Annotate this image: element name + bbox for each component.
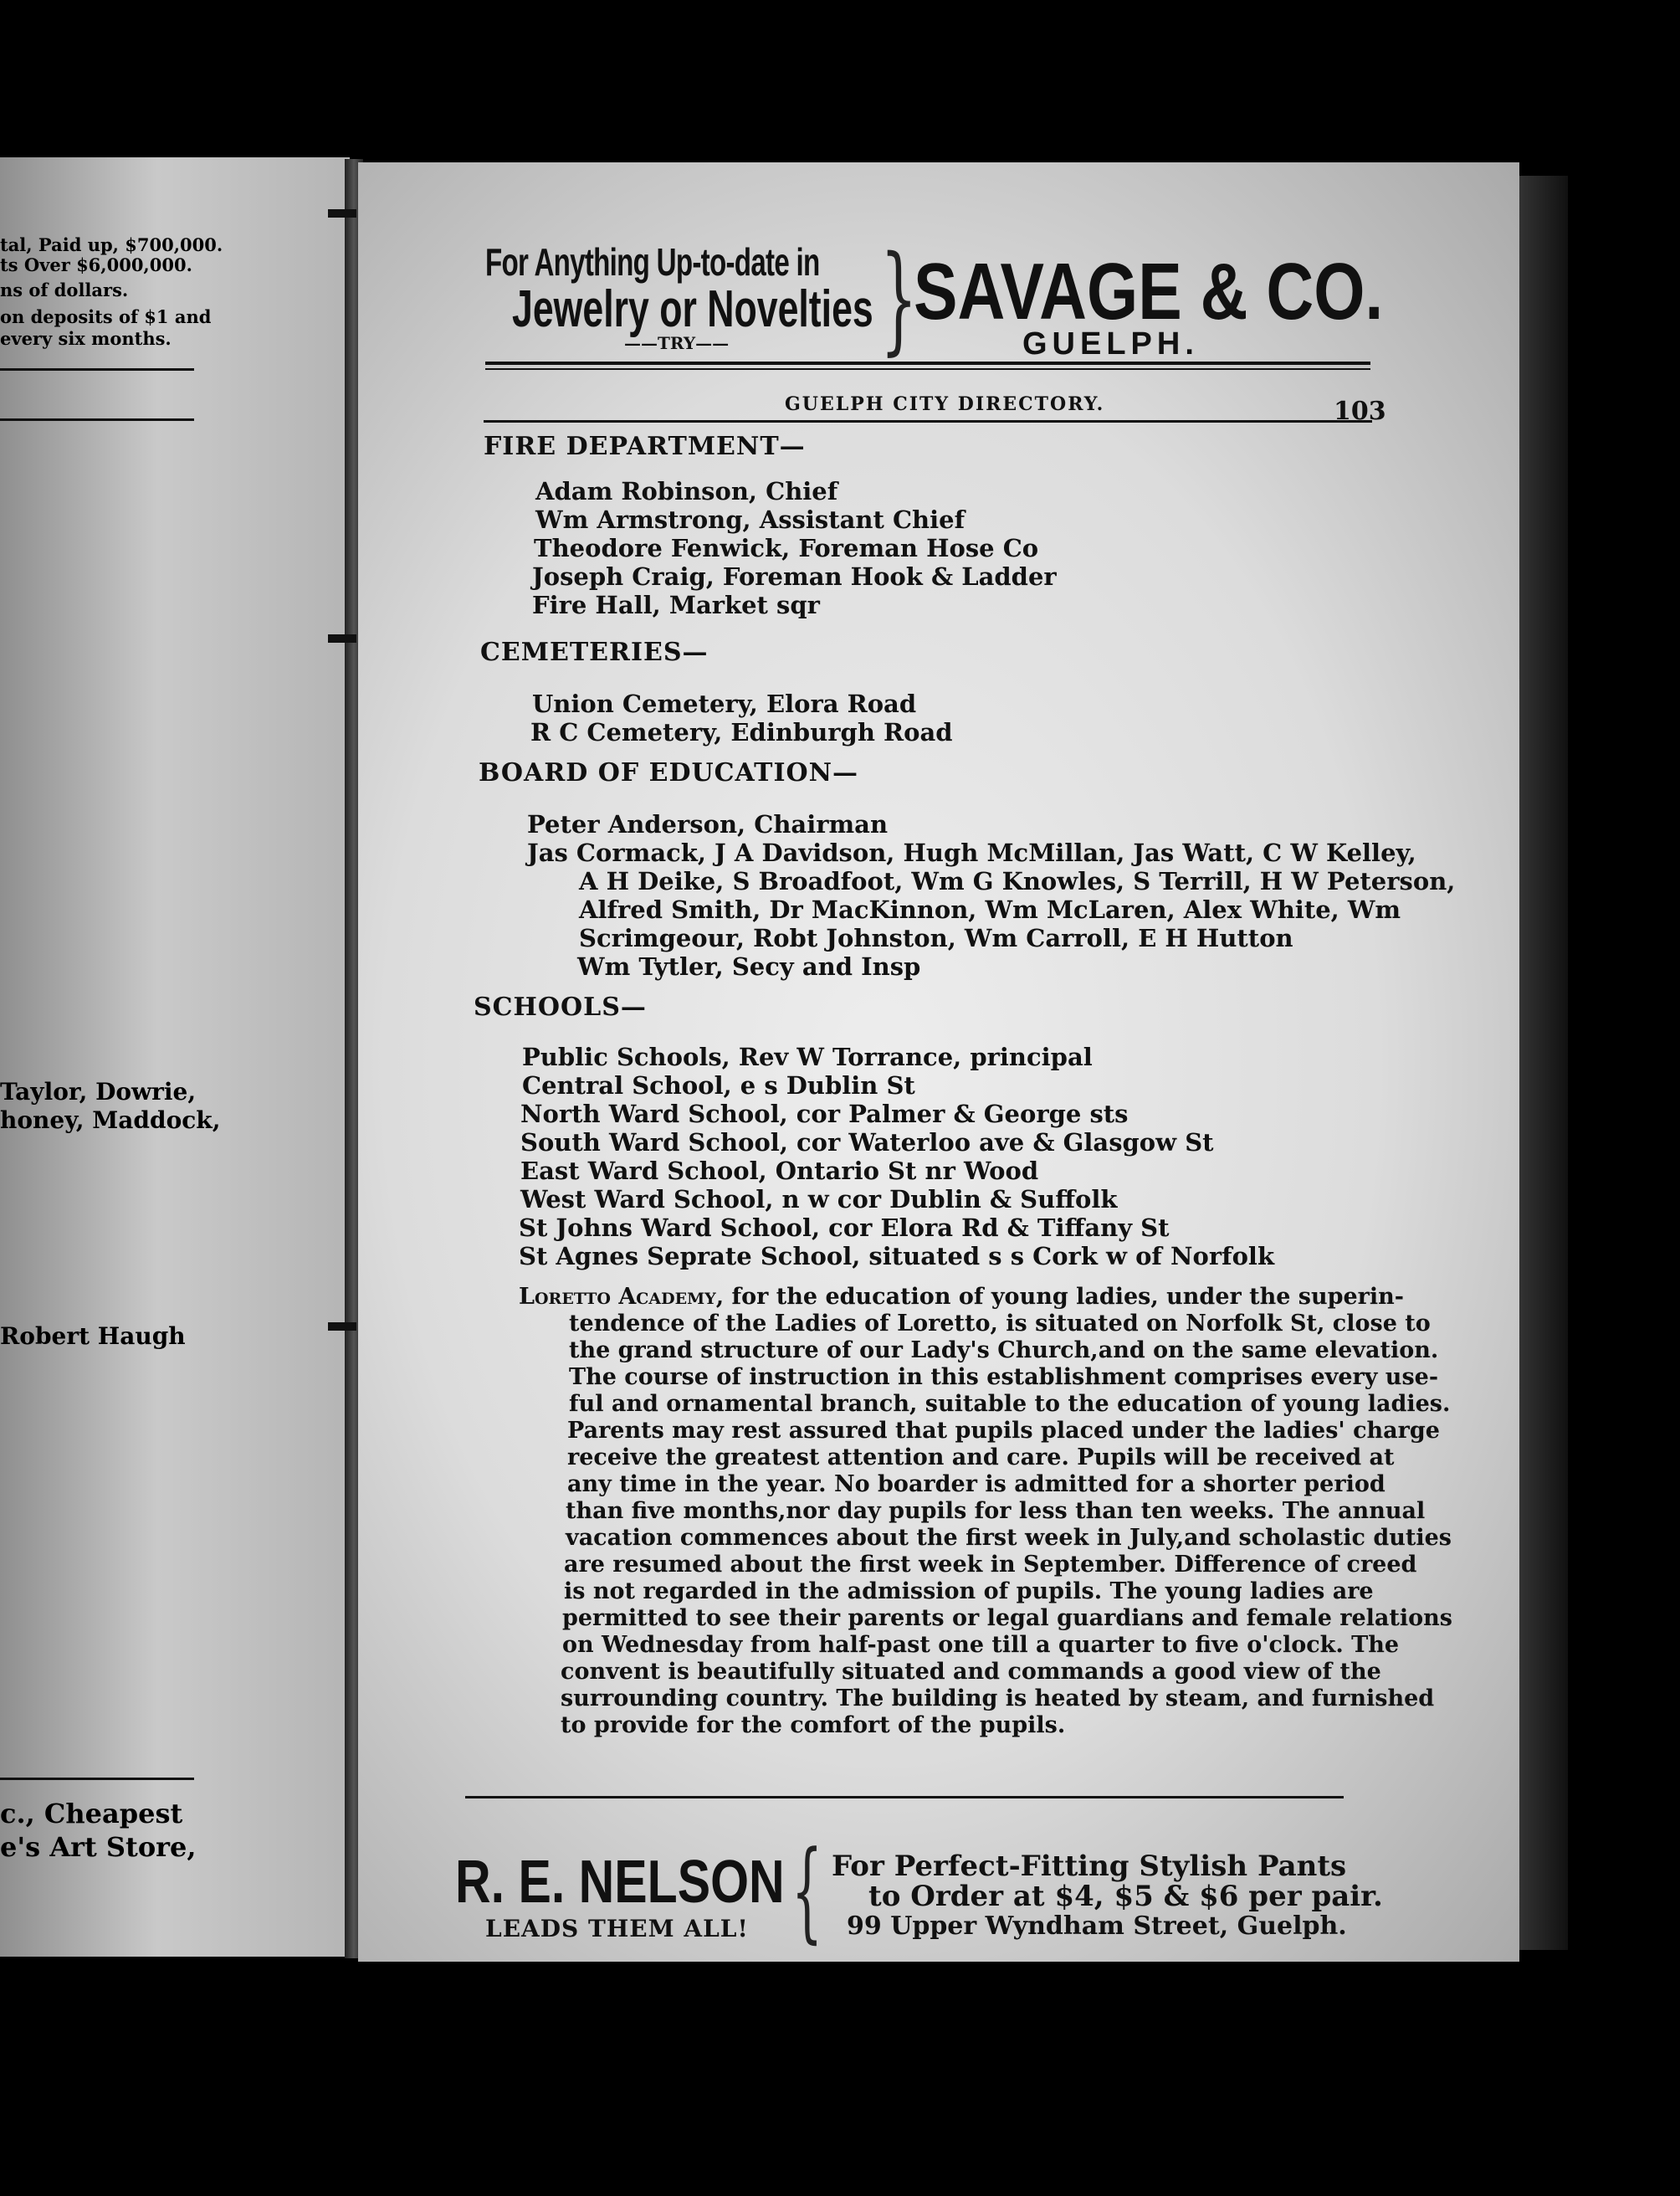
header-ad-city: GUELPH. bbox=[1022, 326, 1199, 362]
footer-ad-line3: 99 Upper Wyndham Street, Guelph. bbox=[847, 1911, 1347, 1941]
footer-ad-slogan: LEADS THEM ALL! bbox=[485, 1915, 749, 1942]
footer-ad-brace: { bbox=[791, 1827, 823, 1954]
paragraph-line: Parents may rest assured that pupils placed under the ladies' charge bbox=[567, 1418, 1440, 1444]
paragraph-line: The course of instruction in this establishment comprises every use- bbox=[569, 1364, 1439, 1390]
list-item: Joseph Craig, Foreman Hook & Ladder bbox=[532, 562, 1057, 591]
footer-ad-line1: For Perfect-Fitting Stylish Pants bbox=[832, 1850, 1347, 1883]
left-rule bbox=[0, 368, 194, 371]
binding-mark bbox=[328, 634, 356, 643]
list-item: East Ward School, Ontario St nr Wood bbox=[520, 1157, 1039, 1185]
paragraph-line: surrounding country. The building is heated by steam, and furnished bbox=[561, 1685, 1435, 1711]
page-number: 103 bbox=[1334, 397, 1386, 426]
list-item: Wm Tytler, Secy and Insp bbox=[577, 952, 921, 981]
binding-mark bbox=[328, 209, 356, 218]
list-item: St Johns Ward School, cor Elora Rd & Tiffany St bbox=[519, 1213, 1170, 1242]
list-item: Peter Anderson, Chairman bbox=[527, 810, 889, 839]
list-item: Public Schools, Rev W Torrance, principal bbox=[522, 1043, 1093, 1071]
list-item: West Ward School, n w cor Dublin & Suffolk bbox=[520, 1185, 1118, 1213]
section-heading-cemeteries: CEMETERIES— bbox=[480, 638, 709, 667]
header-ad-try: ——TRY—— bbox=[624, 333, 730, 353]
left-text-line: e's Art Store, bbox=[0, 1831, 197, 1863]
left-rule bbox=[0, 418, 194, 421]
left-text-line: ts Over $6,000,000. bbox=[0, 254, 192, 275]
paragraph-line: tendence of the Ladies of Loretto, is situated on Norfolk St, close to bbox=[569, 1311, 1431, 1337]
paragraph-line: on Wednesday from half-past one till a quarter to five o'clock. The bbox=[562, 1632, 1400, 1658]
list-item: Scrimgeour, Robt Johnston, Wm Carroll, E H Hutton bbox=[579, 924, 1293, 952]
list-item: A H Deike, S Broadfoot, Wm G Knowles, S Terrill, H W Peterson, bbox=[579, 867, 1456, 895]
binding-mark bbox=[328, 1322, 356, 1331]
paragraph-line: are resumed about the first week in September. Difference of creed bbox=[564, 1552, 1417, 1578]
left-text-line: honey, Maddock, bbox=[0, 1106, 221, 1134]
paragraph-line: Loretto Academy, for the education of young ladies, under the superin- bbox=[519, 1284, 1405, 1310]
paragraph-line: vacation commences about the first week in July,and scholastic duties bbox=[566, 1525, 1452, 1551]
section-heading-education: BOARD OF EDUCATION— bbox=[479, 758, 859, 788]
footer-ad-line2: to Order at $4, $5 & $6 per pair. bbox=[868, 1880, 1383, 1913]
left-text-line: on deposits of $1 and bbox=[0, 306, 212, 327]
paragraph-line: the grand structure of our Lady's Church,and on the same elevation. bbox=[569, 1337, 1439, 1363]
running-head-rule bbox=[484, 420, 1372, 423]
left-rule bbox=[0, 1778, 194, 1780]
paragraph-line: than five months,nor day pupils for less than ten weeks. The annual bbox=[566, 1498, 1426, 1524]
footer-rule bbox=[465, 1796, 1344, 1798]
header-ad-company: SAVAGE & CO. bbox=[914, 247, 1384, 336]
list-item: South Ward School, cor Waterloo ave & Glasgow St bbox=[520, 1128, 1214, 1157]
list-item: Union Cemetery, Elora Road bbox=[532, 690, 917, 718]
paragraph-line: convent is beautifully situated and commands a good view of the bbox=[561, 1659, 1381, 1685]
paragraph-line: is not regarded in the admission of pupils. The young ladies are bbox=[564, 1578, 1374, 1604]
footer-ad-name: R. E. NELSON bbox=[455, 1849, 785, 1916]
section-heading-fire: FIRE DEPARTMENT— bbox=[484, 432, 806, 461]
left-text-line: c., Cheapest bbox=[0, 1798, 183, 1829]
list-item: Theodore Fenwick, Foreman Hose Co bbox=[534, 534, 1039, 562]
paragraph-line: permitted to see their parents or legal guardians and female relations bbox=[562, 1605, 1452, 1631]
list-item: St Agnes Seprate School, situated s s Cork w of Norfolk bbox=[519, 1242, 1275, 1270]
left-text-line: Taylor, Dowrie, bbox=[0, 1078, 197, 1106]
left-text-line: tal, Paid up, $700,000. bbox=[0, 234, 223, 255]
academy-title: Loretto Academy, bbox=[519, 1284, 725, 1310]
left-text-line: every six months. bbox=[0, 328, 172, 349]
left-text-line: ns of dollars. bbox=[0, 280, 129, 300]
list-item: Jas Cormack, J A Davidson, Hugh McMillan, Jas Watt, C W Kelley, bbox=[527, 839, 1416, 867]
paragraph-line: receive the greatest attention and care. Pupils will be received at bbox=[567, 1444, 1395, 1470]
left-page-fragment bbox=[0, 157, 350, 1957]
list-item: Fire Hall, Market sqr bbox=[532, 591, 820, 619]
list-item: Adam Robinson, Chief bbox=[535, 477, 838, 505]
list-item: Wm Armstrong, Assistant Chief bbox=[535, 505, 965, 534]
list-item: North Ward School, cor Palmer & George sts bbox=[520, 1100, 1129, 1128]
running-head: GUELPH CITY DIRECTORY. bbox=[785, 393, 1105, 415]
header-ad-line1: For Anything Up-to-date in bbox=[485, 240, 820, 284]
header-ad-brace: } bbox=[880, 231, 918, 367]
paragraph-line: to provide for the comfort of the pupils. bbox=[561, 1712, 1066, 1738]
list-item: R C Cemetery, Edinburgh Road bbox=[530, 718, 953, 747]
list-item: Alfred Smith, Dr MacKinnon, Wm McLaren, Alex White, Wm bbox=[579, 895, 1401, 924]
list-item: Central School, e s Dublin St bbox=[522, 1071, 915, 1100]
paragraph-line: ful and ornamental branch, suitable to the education of young ladies. bbox=[569, 1391, 1451, 1417]
directory-page bbox=[358, 162, 1519, 1962]
paragraph-line: any time in the year. No boarder is admitted for a shorter period bbox=[567, 1471, 1385, 1497]
left-text-line: Robert Haugh bbox=[0, 1322, 186, 1350]
header-ad-line2: Jewelry or Novelties bbox=[512, 280, 873, 338]
header-double-rule bbox=[485, 362, 1370, 370]
section-heading-schools: SCHOOLS— bbox=[474, 993, 647, 1022]
